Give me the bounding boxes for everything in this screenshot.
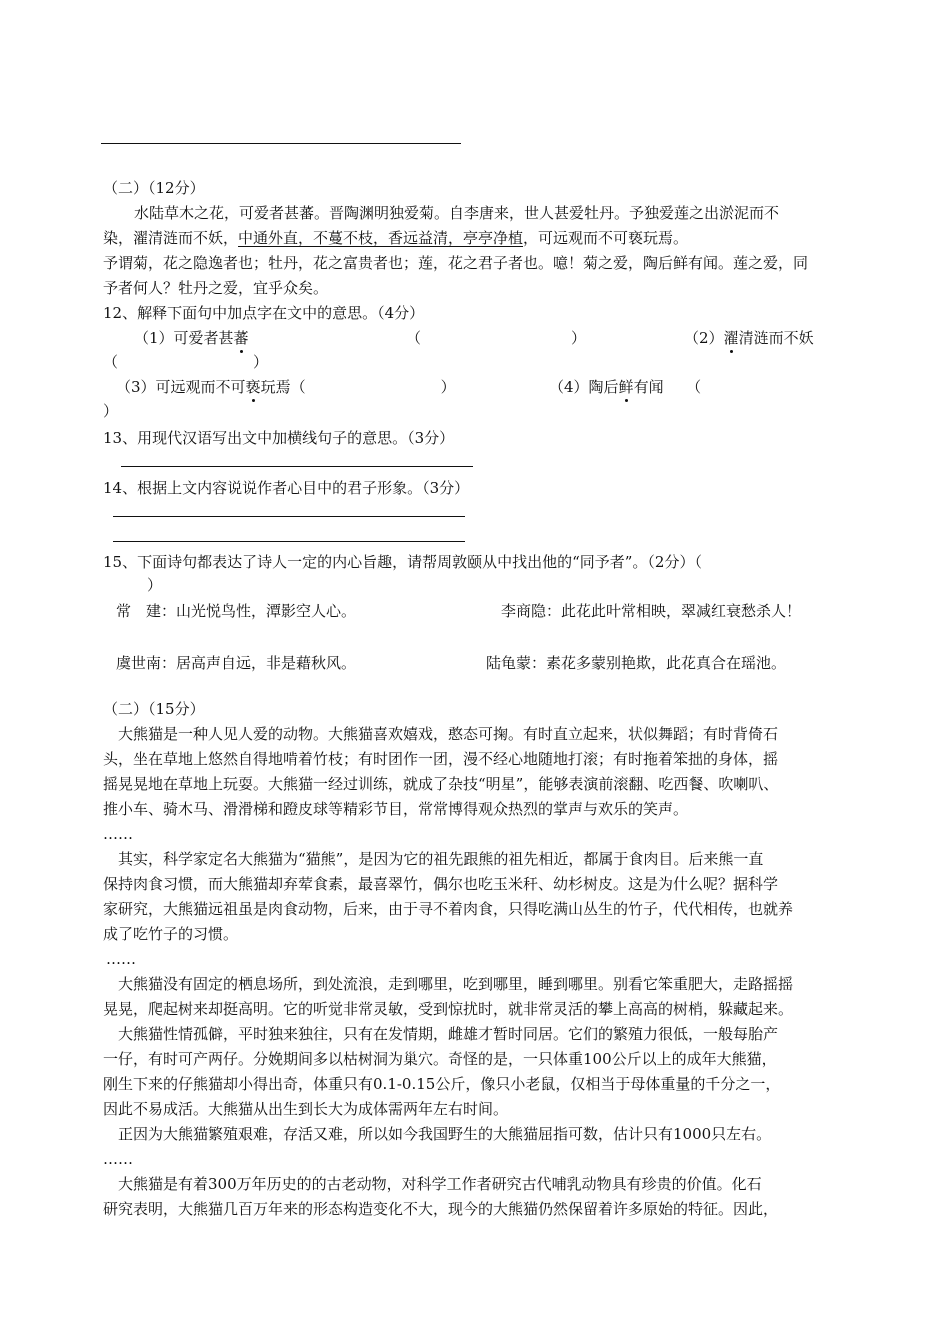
question-15-option-c: 虞世南：居高声自远，非是藉秋风。 — [116, 654, 357, 672]
question-13-stem: 13、用现代汉语写出文中加横线句子的意思。（3分） — [103, 429, 455, 447]
question-12-item-4 — [549, 377, 701, 397]
question-12-stem: 12、解释下面句中加点字在文中的意思。（4分） — [103, 304, 425, 322]
passage-line-4: 予者何人？牡丹之爱，宜乎众矣。 — [103, 279, 329, 297]
question-14-answer-line-1[interactable] — [113, 516, 465, 517]
question-13-answer-line[interactable] — [121, 466, 473, 467]
dotted-char: 鲜 — [618, 378, 634, 396]
article-p4-line-1: 大熊猫性情孤僻，平时独来独往，只有在发情期，雌雄才暂时同居。它们的繁殖力很低，一般每胎产 — [118, 1025, 779, 1043]
section-1-heading: （二）（12分） — [103, 179, 205, 197]
article-p6-line-1: 大熊猫是有着300万年历史的的古老动物，对科学工作者研究古代哺乳动物具有珍贵的价值。化石 — [118, 1175, 762, 1193]
question-15-stem: 15、下面诗句都表达了诗人一定的内心旨趣，请帮周敦颐从中找出他的“同予者”。（2分）（ — [103, 553, 702, 571]
question-12-item-1-answer[interactable]: （ ） — [406, 329, 587, 347]
ellipsis: …… — [103, 825, 133, 843]
question-14-answer-line-2[interactable] — [113, 541, 465, 542]
article-p1-line-2: 头，坐在草地上悠然自得地啃着竹枝；有时团作一团，漫不经心地随地打滚；有时拖着笨拙的身体，摇 — [103, 750, 779, 768]
question-12-item-4-close: ） — [103, 402, 119, 420]
passage-line-3: 予谓菊，花之隐逸者也；牡丹，花之富贵者也；莲，花之君子者也。噫！菊之爱，陶后鲜有闻。莲之爱，同 — [103, 254, 809, 272]
article-p6-line-2: 研究表明，大熊猫几百万年来的形态构造变化不大，现今的大熊猫仍然保留着许多原始的特征。因此， — [103, 1200, 779, 1218]
underlined-sentence: 中通外直，不蔓不枝，香远益清，亭亭净植 — [238, 229, 524, 247]
section-2-heading: （二）（15分） — [103, 700, 205, 718]
ellipsis: …… — [103, 1150, 133, 1168]
article-p2-line-3: 家研究，大熊猫远祖虽是肉食动物，后来，由于寻不着肉食，只得吃满山丛生的竹子，代代相传，也就养 — [103, 900, 794, 918]
top-rule — [101, 143, 461, 144]
dotted-char: 亵 — [245, 378, 261, 396]
article-p4-line-2: 一仔，有时可产两仔。分娩期间多以枯树洞为巢穴。奇怪的是，一只体重100公斤以上的成年大熊猫， — [103, 1050, 777, 1068]
article-p1-line-1: 大熊猫是一种人见人爱的动物。大熊猫喜欢嬉戏，憨态可掬。有时直立起来，状似舞蹈；有时背倚石 — [118, 725, 779, 743]
item-2-number: （2） — [684, 329, 724, 347]
dotted-char: 濯 — [723, 329, 739, 347]
article-p1-line-4: 推小车、骑木马、滑滑梯和蹬皮球等精彩节目，常常博得观众热烈的掌声与欢乐的笑声。 — [103, 800, 689, 818]
item-4-text: （4）陶后 — [549, 378, 619, 396]
passage-line-1: 水陆草木之花，可爱者甚蕃。晋陶渊明独爱菊。自李唐来，世人甚爱牡丹。予独爱莲之出淤泥而不 — [134, 204, 780, 222]
article-p4-line-3: 刚生下来的仔熊猫却小得出奇，体重只有0.1-0.15公斤，像只小老鼠，仅相当于母体重量的千分之一， — [103, 1075, 781, 1093]
question-14-stem: 14、根据上文内容说说作者心目中的君子形象。（3分） — [103, 479, 470, 497]
article-p3-line-1: 大熊猫没有固定的栖息场所，到处流浪，走到哪里，吃到哪里，睡到哪里。别看它笨重肥大，走路摇摇 — [118, 975, 794, 993]
question-15-option-b: 李商隐：此花此叶常相映，翠减红衰愁杀人！ — [501, 602, 802, 620]
question-15-option-d: 陆龟蒙：素花多蒙别艳欺，此花真合在瑶池。 — [486, 654, 787, 672]
question-12-item-2-answer[interactable]: （ ） — [103, 353, 269, 371]
question-12-item-3 — [116, 377, 456, 397]
item-4-answer-open[interactable]: 有闻 （ — [633, 378, 702, 396]
article-p5: 正因为大熊猫繁殖艰难，存活又难，所以如今我国野生的大熊猫屈指可数，估计只有1000只左右。 — [118, 1125, 772, 1143]
article-p2-line-1: 其实，科学家定名大熊猫为“猫熊”，是因为它的祖先跟熊的祖先相近，都属于食肉目。后来熊一直 — [118, 850, 764, 868]
dotted-char: 蕃 — [233, 329, 249, 347]
passage-line-2-start: 染，濯清涟而不妖， — [103, 229, 239, 247]
question-15-option-a: 常 建：山光悦鸟性，潭影空人心。 — [116, 602, 357, 620]
question-15-answer-paren[interactable]: ） — [147, 576, 163, 594]
article-p4-line-4: 因此不易成活。大熊猫从出生到长大为成体需两年左右时间。 — [103, 1100, 509, 1118]
article-p2-line-2: 保持肉食习惯，而大熊猫却弃荤食素，最喜翠竹，偶尔也吃玉米秆、幼杉树皮。这是为什么呢？据科学 — [103, 875, 779, 893]
article-p3-line-2: 晃晃，爬起树来却挺高明。它的听觉非常灵敏，受到惊扰时，就非常灵活的攀上高高的树梢，躲藏起来。 — [103, 1000, 794, 1018]
passage-line-2 — [103, 228, 688, 248]
question-12-item-1 — [134, 328, 249, 348]
article-p2-line-4: 成了吃竹子的习惯。 — [103, 925, 239, 943]
item-1-text: （1）可爱者甚 — [134, 329, 234, 347]
question-12-item-2 — [684, 328, 814, 348]
article-p1-line-3: 摇晃晃地在草地上玩耍。大熊猫一经过训练，就成了杂技“明星”，能够表演前滚翻、吃西餐、吹喇叭、 — [103, 775, 779, 793]
item-3-text: （3）可远观而不可 — [116, 378, 246, 396]
ellipsis: …… — [106, 950, 136, 968]
item-3-answer[interactable]: 玩焉（ ） — [260, 378, 456, 396]
passage-line-2-end: ，可远观而不可亵玩焉。 — [523, 229, 689, 247]
item-2-text: 清涟而不妖 — [738, 329, 814, 347]
